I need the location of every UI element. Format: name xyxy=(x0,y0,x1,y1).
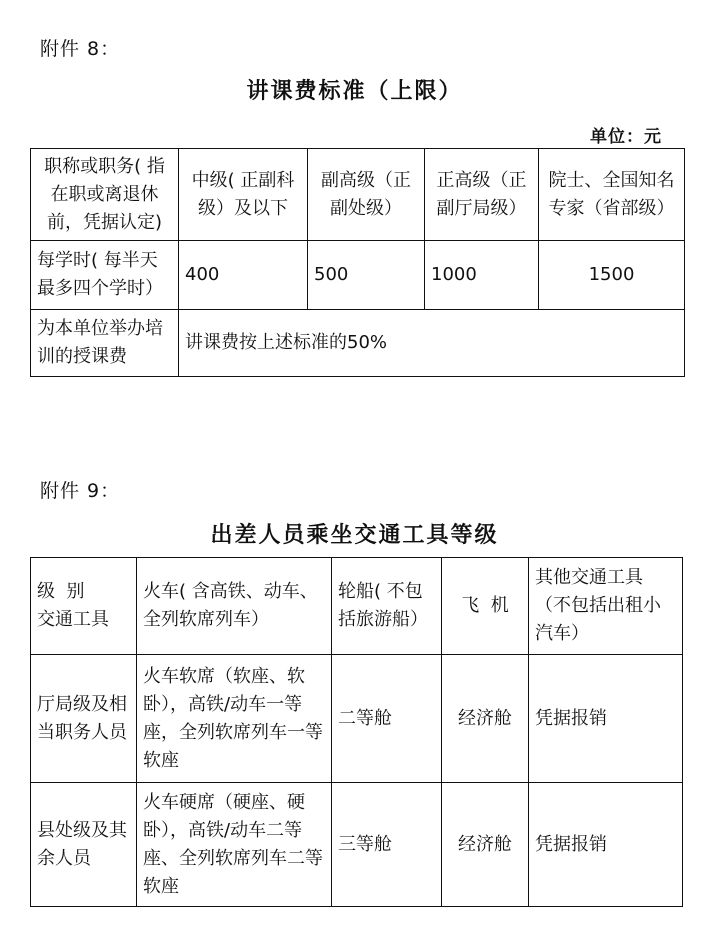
level-cell: 厅局级及相当职务人员 xyxy=(31,655,137,783)
header-academician-cell: 院士、全国知名专家（省部级） xyxy=(539,149,685,241)
header-plane-cell: 飞 机 xyxy=(442,558,529,655)
train-cell: 火车硬席（硬座、硬卧），高铁/动车二等座、全列软席列车二等软座 xyxy=(137,783,332,907)
attachment-9-label: 附件 9： xyxy=(40,480,121,502)
header-title-cell: 职称或职务( 指在职或离退休前，凭据认定) xyxy=(31,149,179,241)
table-row xyxy=(31,310,685,377)
header-train-cell: 火车( 含高铁、动车、全列软席列车） xyxy=(137,558,332,655)
attachment-9-title: 出差人员乘坐交通工具等级 xyxy=(210,523,499,548)
plane-cell: 经济舱 xyxy=(442,655,529,783)
table-row xyxy=(31,241,685,310)
header-level-text: 级 别 xyxy=(37,581,85,602)
attachment-8-label: 附件 8： xyxy=(40,38,121,60)
attachment-8-title: 讲课费标准（上限） xyxy=(246,79,463,104)
level-cell: 县处级及其余人员 xyxy=(31,783,137,907)
ship-cell: 三等舱 xyxy=(332,783,442,907)
header-intermediate-cell: 中级( 正副科级）及以下 xyxy=(179,149,308,241)
header-transport-text: 交通工具 xyxy=(37,609,109,630)
table-row xyxy=(31,655,683,783)
header-ship-cell: 轮船( 不包括旅游船） xyxy=(332,558,442,655)
unit-label: 单位：元 xyxy=(590,127,662,147)
lecture-fee-table xyxy=(30,148,685,377)
plane-cell: 经济舱 xyxy=(442,783,529,907)
table-header-row xyxy=(31,149,685,241)
header-associate-senior-cell: 副高级（正副处级） xyxy=(308,149,425,241)
fee-academician-cell: 1500 xyxy=(539,241,685,310)
fee-intermediate-cell: 400 xyxy=(179,241,308,310)
header-senior-cell: 正高级（正副厅局级） xyxy=(425,149,539,241)
header-other-cell: 其他交通工具（不包括出租小汽车） xyxy=(529,558,683,655)
internal-training-label-cell: 为本单位举办培训的授课费 xyxy=(31,310,179,377)
fee-associate-senior-cell: 500 xyxy=(308,241,425,310)
table-header-row xyxy=(31,558,683,655)
fee-senior-cell: 1000 xyxy=(425,241,539,310)
train-cell: 火车软席（软座、软卧），高铁/动车一等座，全列软席列车一等软座 xyxy=(137,655,332,783)
other-cell: 凭据报销 xyxy=(529,655,683,783)
header-level-transport-cell xyxy=(31,558,137,655)
table-row xyxy=(31,783,683,907)
other-cell: 凭据报销 xyxy=(529,783,683,907)
ship-cell: 二等舱 xyxy=(332,655,442,783)
internal-training-value-cell: 讲课费按上述标准的50% xyxy=(179,310,685,377)
transport-level-table xyxy=(30,557,683,907)
per-hour-label-cell: 每学时( 每半天最多四个学时） xyxy=(31,241,179,310)
